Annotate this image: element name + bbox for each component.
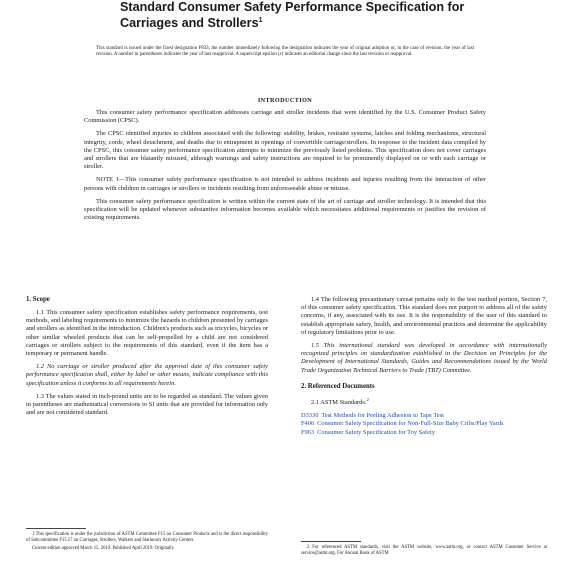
- subheading-text: 2.1 ASTM Standards:: [311, 398, 367, 406]
- left-footnotes: [26, 532, 268, 553]
- scope-paragraph: 1.4 The following precautionary caveat pertains only to the test method portion, Section 7, of this consumer safety specification. This standard does not purport to address all of the safety concerns, if any, associated with its use. It is the responsibility of the user of this standard to establish appropriate safety, health, and environmental practices and determine the applicability of regulatory limitations prior to use.: [301, 296, 547, 336]
- footnote-divider-right: [301, 541, 361, 542]
- footnote-divider-left: [26, 528, 86, 529]
- introduction-heading: INTRODUCTION: [257, 97, 313, 104]
- footnote: 2 For referenced ASTM standards, visit the ASTM website, www.astm.org, or contact ASTM Customer Service at service@astm.org. For Annual Book of ASTM: [301, 545, 547, 556]
- title-footnote-mark: 1: [258, 17, 263, 24]
- footnote: 1 This specification is under the jurisdiction of ASTM Committee F15 on Consumer Products and is the direct responsibility of Subcommittee F15.17 on Carriages, Strollers, Walkers and Stationary Activity Centers.: [26, 532, 268, 543]
- reference-item[interactable]: [301, 429, 547, 437]
- astm-standards-subheading: [301, 396, 547, 407]
- scope-paragraph: 1.1 This consumer safety specification establishes safety performance requirements, test methods, and labeling requirements to minimize the hazards to children presented by carriages and strollers as identified in the introduction. Children's products such as tricycles, bicycles or other similar wheeled products that can be self-propelled by a child are not considered carriages or strollers subject to the requirements of this standard, even if the item has a temporary or permanent handle.: [26, 309, 268, 358]
- reference-title-link[interactable]: Consumer Safety Specification for Toy Safety: [317, 428, 435, 436]
- scope-paragraph: 1.5 This international standard was developed in accordance with internationally recognized principles on standardization established in the Decision on Principles for the Development of International Standards, Guides and Recommendations issued by the World Trade Organization Technical Barriers to Trade (TBT) Committee.: [301, 342, 547, 374]
- title-text: Standard Consumer Safety Performance Specification for Carriages and Strollers: [120, 0, 465, 31]
- scope-paragraph: 1.3 The values stated in inch-pound units are to be regarded as standard. The values given in parentheses are mathematical conversions to SI units that are provided for information only and are not considered standard.: [26, 392, 268, 417]
- right-column: [301, 296, 547, 437]
- introduction-section: [84, 109, 486, 227]
- reference-item[interactable]: [301, 412, 547, 420]
- prefatory-note: This standard is issued under the fixed designation F833; the number immediately following the designation indicates the year of original adoption or, in the case of revision, the year of last revision. A number in parentheses indicates the year of last reapproval. A superscript epsilon (ε) indicates an editorial change since the last revision or reapproval.: [96, 46, 474, 58]
- reference-designation-link[interactable]: F406: [301, 420, 315, 428]
- scope-heading: 1. Scope: [26, 296, 50, 303]
- reference-designation-link[interactable]: F963: [301, 428, 315, 436]
- intro-paragraph: The CPSC identified injuries to children associated with the following: stability, brakes, restraint systems, latches and folding mechanisms, structural integrity, cords, wheel detachment, and deaths due to entrapment in openings of convertible carriage/strollers. In response to the incident data compiled by the CPSC, this consumer safety performance specification attempts to minimize the previously listed problems. This specification does not cover carriages and strollers that are blatantly misused, although warnings and safety instructions are required to be prominently displayed on or with each carriage or stroller.: [84, 130, 486, 171]
- intro-paragraph: This consumer safety performance specification addresses carriage and stroller incidents that were identified by the U.S. Consumer Product Safety Commission (CPSC).: [84, 109, 486, 125]
- intro-paragraph: This consumer safety performance specification is written within the current state of the art of carriage and stroller technology. It is intended that this specification will be updated whenever substantive information becomes available which necessitates additional requirements or justifies the revision of existing requirements.: [84, 197, 486, 222]
- reference-list: [301, 412, 547, 437]
- reference-title-link[interactable]: Test Methods for Peeling Adhesion to Tape Test: [321, 412, 444, 420]
- reference-title-link[interactable]: Consumer Safety Specification for Non-Full-Size Baby Cribs/Play Yards: [317, 420, 504, 428]
- document-title: [120, 0, 520, 30]
- reference-designation-link[interactable]: D3330: [301, 412, 319, 420]
- intro-note: NOTE 1—This consumer safety performance specification is not intended to address incidents and injuries resulting from the interaction of other persons with children in carriages or strollers or incidents resulting from unforeseeable abuse or misuse.: [84, 176, 486, 192]
- referenced-documents-heading: 2. Referenced Documents: [301, 382, 375, 390]
- reference-item[interactable]: [301, 420, 547, 428]
- scope-paragraph: 1.2 No carriage or stroller produced after the approval date of this consumer safety performance specification shall, either by label or other means, indicate compliance with this specification unless it conforms to all requirements herein.: [26, 363, 268, 387]
- right-footnotes: [301, 545, 547, 559]
- subheading-footnote-mark: 2: [366, 396, 369, 402]
- footnote: Current edition approved March 15, 2019. Published April 2019. Originally: [32, 545, 174, 551]
- left-column: [26, 296, 268, 422]
